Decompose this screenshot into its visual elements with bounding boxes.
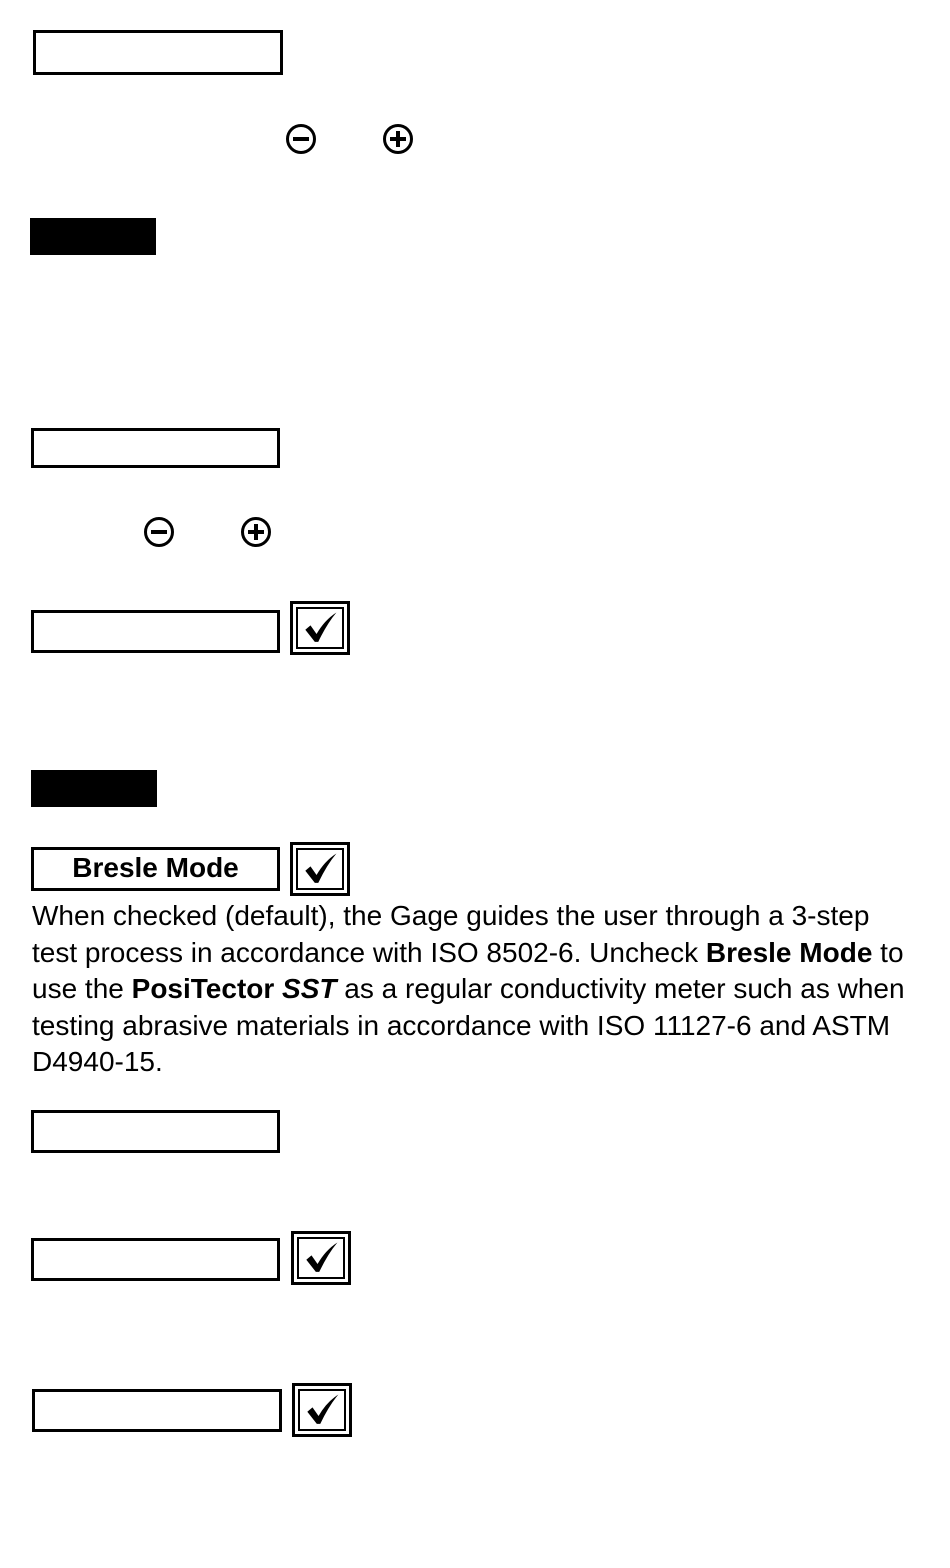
term-positector: PosiTector SST bbox=[131, 973, 337, 1004]
black-label-bar-2 bbox=[31, 770, 157, 807]
menu-item-box-2[interactable] bbox=[31, 428, 280, 468]
checkmark-icon bbox=[297, 1237, 345, 1279]
menu-item-box-3[interactable] bbox=[31, 610, 280, 653]
bresle-mode-description: When checked (default), the Gage guides the user through a 3-step test process in accordance with ISO 8502-6. Uncheck Bresle Mode to use the PosiTector SST as a regular conductivity meter such as when testing abrasive materials in accordance with ISO 11127-6 and ASTM D4940-15. bbox=[32, 900, 905, 1077]
menu-item-box-4[interactable] bbox=[31, 1110, 280, 1153]
bresle-mode-label: Bresle Mode bbox=[72, 852, 239, 883]
menu-item-box-5[interactable] bbox=[31, 1238, 280, 1281]
checkmark-icon bbox=[296, 848, 344, 890]
plus-circle-icon[interactable] bbox=[382, 123, 414, 155]
minus-circle-icon[interactable] bbox=[143, 516, 175, 548]
term-sst: SST bbox=[282, 973, 337, 1004]
checkbox[interactable] bbox=[291, 1231, 351, 1285]
checkbox[interactable] bbox=[292, 1383, 352, 1437]
menu-item-box-1[interactable] bbox=[33, 30, 283, 75]
bresle-mode-checkbox[interactable] bbox=[290, 842, 350, 896]
term-bresle-mode: Bresle Mode bbox=[705, 936, 873, 968]
checkmark-icon bbox=[298, 1389, 346, 1431]
bresle-mode-menu-item[interactable] bbox=[31, 847, 280, 891]
minus-circle-icon[interactable] bbox=[285, 123, 317, 155]
menu-item-box-6[interactable] bbox=[32, 1389, 282, 1432]
checkbox[interactable] bbox=[290, 601, 350, 655]
black-label-bar-1 bbox=[30, 218, 156, 255]
plus-circle-icon[interactable] bbox=[240, 516, 272, 548]
checkmark-icon bbox=[296, 607, 344, 649]
